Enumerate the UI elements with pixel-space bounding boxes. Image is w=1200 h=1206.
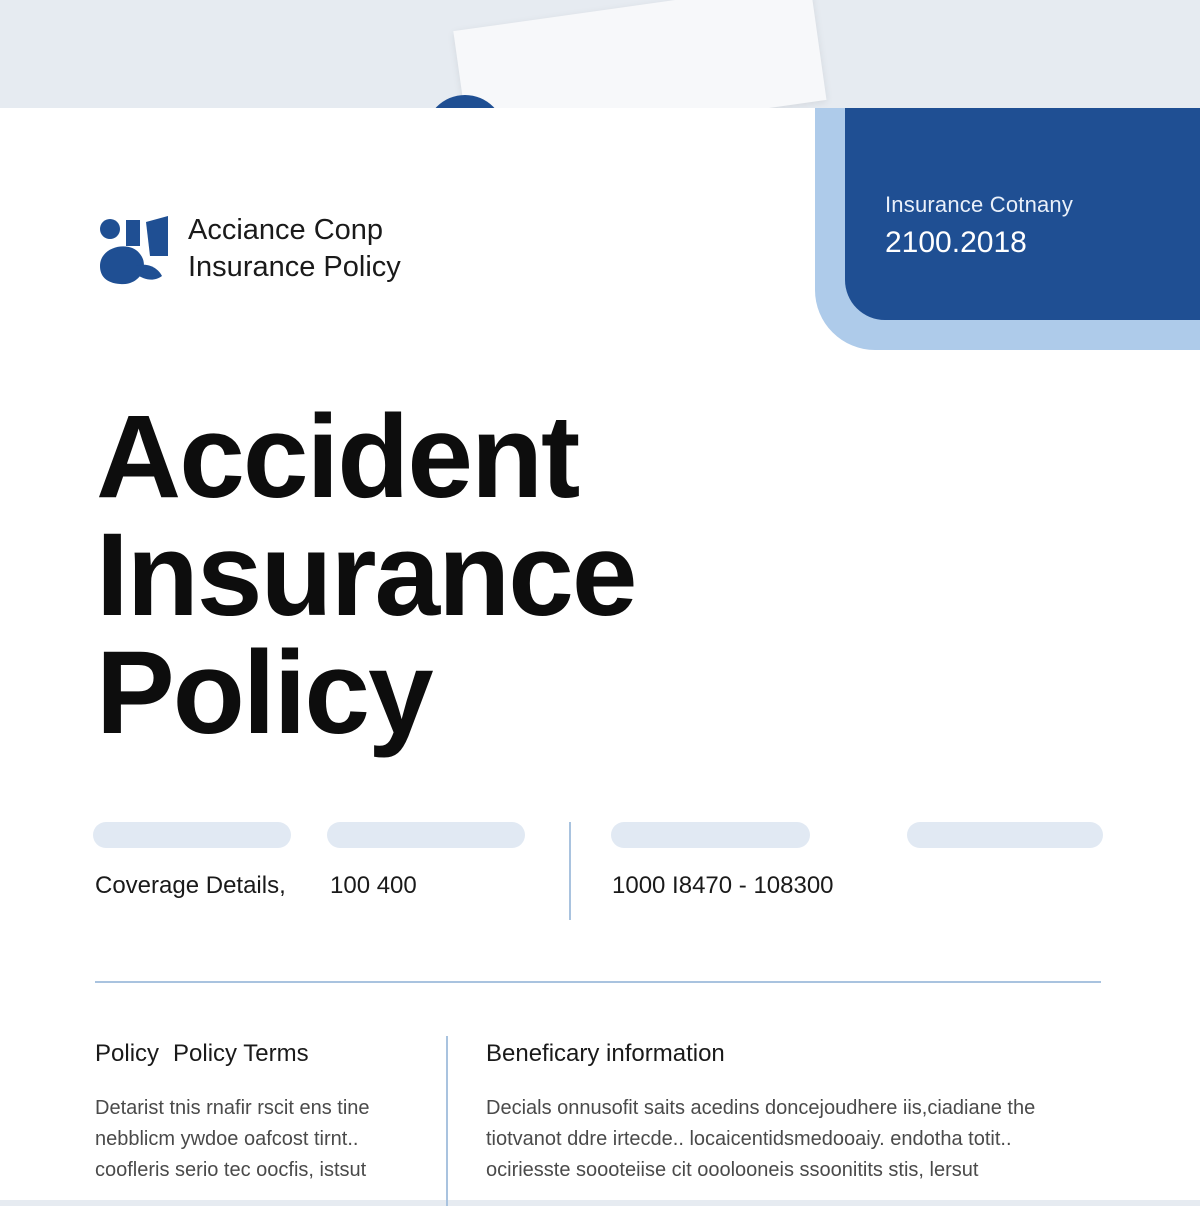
company-name [188,212,401,286]
column-divider [446,1036,448,1206]
policy-terms-text [95,1093,425,1186]
text-line: ociriesste soooteiise cit ooolooneis ssoonitits stis, lersut [486,1159,979,1181]
policy-heading-part2: Policy Terms [173,1040,309,1067]
placeholder-bar [93,822,291,848]
document-title-line2: Insurance [96,509,636,641]
document-title-line1: Accident [96,391,579,523]
beneficiary-heading: Beneficary information [486,1040,725,1067]
policy-terms-heading [95,1040,323,1068]
text-line: Decials onnusofit saits acedins doncejoudhere iis,ciadiane the [486,1097,1036,1119]
document-title-line3: Policy [96,627,432,759]
section-divider [95,981,1101,983]
coverage-label: Coverage Details, [95,872,286,899]
corner-panel-label: Insurance Cotnany [885,192,1074,217]
coverage-value: 100 400 [330,872,417,899]
placeholder-bar [327,822,525,848]
text-line: nebblicm ywdoe oafcost tirnt.. [95,1128,359,1150]
corner-panel-accent [815,108,1200,350]
policy-heading-part1: Policy [95,1040,160,1067]
corner-panel-value: 2100.2018 [885,226,1027,259]
policy-document-page [0,108,1200,1200]
placeholder-bar [907,822,1103,848]
company-name-line1: Acciance Conp [188,214,384,246]
coverage-divider [569,822,571,920]
corner-panel [845,108,1200,320]
coverage-range: 1000 I8470 - 108300 [612,872,834,899]
beneficiary-text [486,1093,1096,1186]
company-name-line2: Insurance Policy [188,251,401,283]
abstract-shapes-logo-icon [96,216,172,286]
text-line: Detarist tnis rnafir rscit ens tine [95,1097,370,1119]
placeholder-bar [611,822,810,848]
text-line: tiotvanot ddre irtecde.. locaicentidsmedooaiy. endotha totit.. [486,1128,1012,1150]
text-line: coofleris serio tec oocfis, istsut [95,1159,367,1181]
document-title [96,391,636,759]
